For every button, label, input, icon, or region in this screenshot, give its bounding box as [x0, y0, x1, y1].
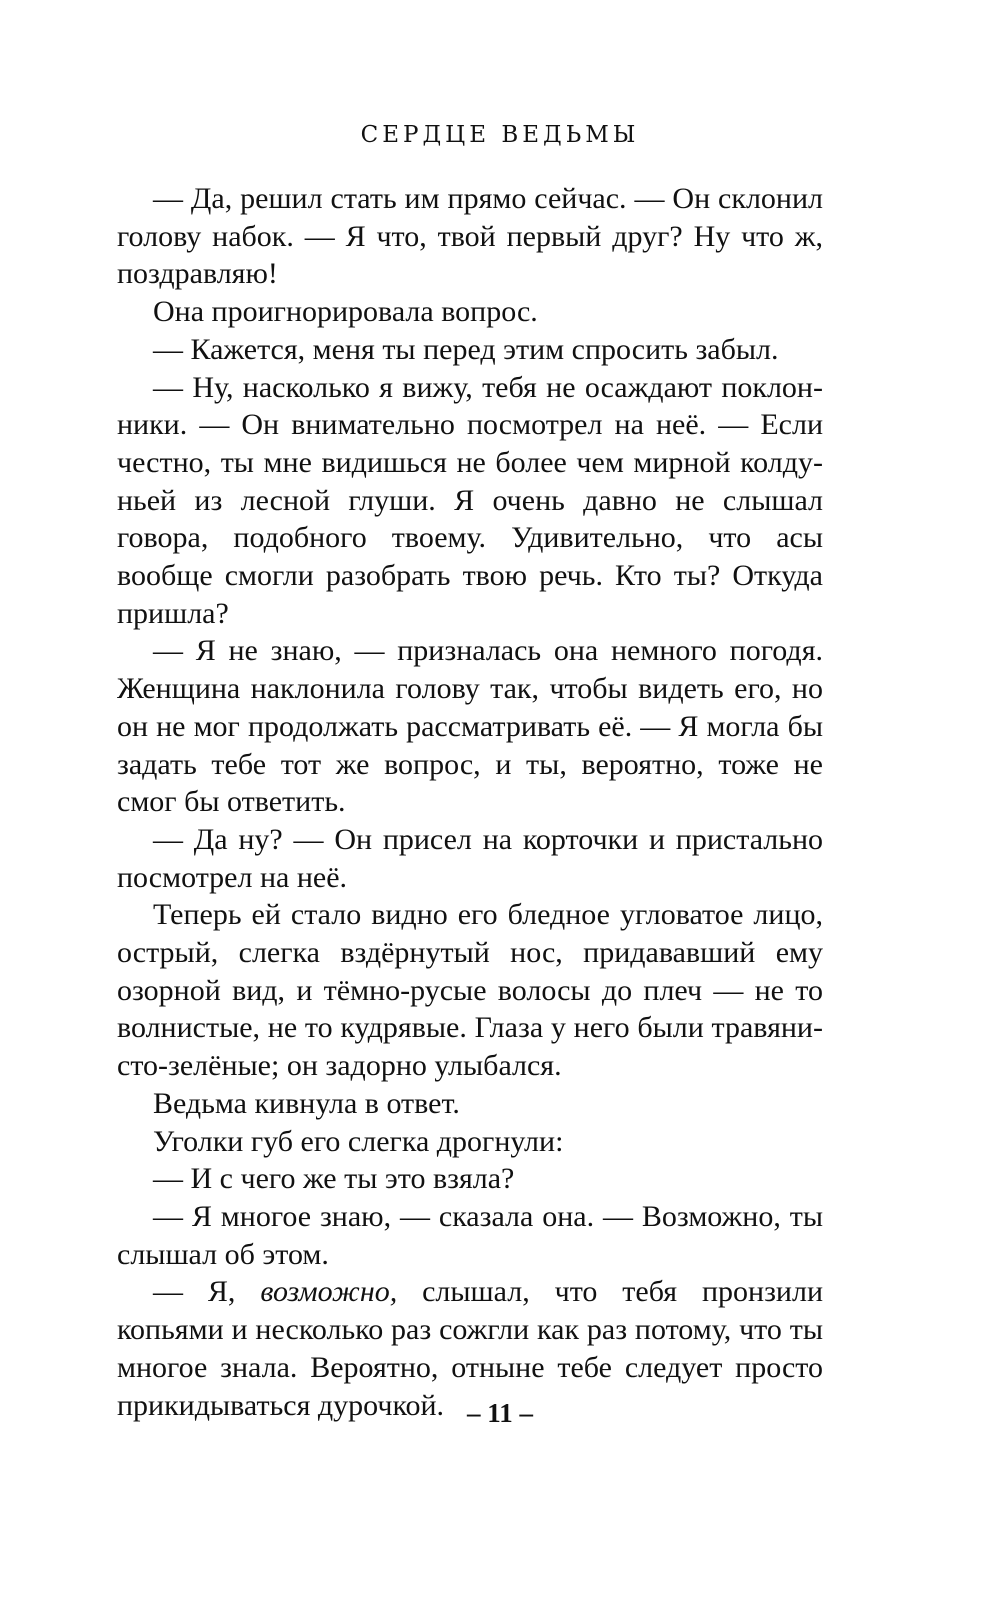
paragraph: — Я многое знаю, — сказала она. — Возможно, ты слышал об этом.: [117, 1199, 823, 1271]
page-number: – 11 –: [466, 1398, 533, 1428]
paragraph-text: — Я,: [153, 1275, 261, 1309]
paragraph: — Я не знаю, — призналась она немного погодя. Женщина наклонила голову так, чтобы видеть его, но он не мог продолжать рассматривать её. — Я могла бы задать тебе тот же вопрос, и ты, вероятно, тоже не смог бы ответить.: [117, 634, 823, 819]
paragraph: Теперь ей стало видно его бледное угловатое лицо, острый, слегка вздёрнутый нос, придававший ему озорной вид, и тёмно-русые волосы до плеч — не то волнистые, не то кудрявые. Глаза у него были травянисто-зелёные; он задорно улыбался.: [117, 898, 823, 1083]
running-title: СЕРДЦЕ ВЕДЬМЫ: [360, 122, 640, 148]
paragraph: — Ну, насколько я вижу, тебя не осаждают поклонники. — Он внимательно посмотрел на неё. — Если честно, ты мне видишься не более чем мирной колдуньей из лесной глуши. Я очень давно не слышал говора, подобного твоему. Удивительно, что асы вообще смогли разобрать твою речь. Кто ты? Откуда пришла?: [117, 370, 823, 630]
paragraph: Она проигнорировала вопрос.: [153, 295, 538, 329]
paragraph: — И с чего же ты это взяла?: [153, 1162, 515, 1196]
paragraph: — Да, решил стать им прямо сейчас. — Он склонил голову набок. — Я что, твой первый друг? Ну что ж, поздравляю!: [117, 182, 823, 291]
paragraph-text: слышал, что тебя пронзили копьями и несколько раз сожгли как раз потому, что ты многое знала. Вероятно, отныне тебе следует просто прикидываться дурочкой.: [117, 1275, 823, 1422]
paragraph: Уголки губ его слегка дрогнули:: [153, 1124, 564, 1158]
body-text: [117, 180, 823, 1424]
paragraph: Ведьма кивнула в ответ.: [153, 1086, 460, 1120]
paragraph: — Кажется, меня ты перед этим спросить забыл.: [153, 332, 779, 366]
paragraph: — Да ну? — Он присел на корточки и пристально посмотрел на неё.: [117, 822, 823, 894]
emphasized-word: возможно,: [260, 1275, 398, 1309]
